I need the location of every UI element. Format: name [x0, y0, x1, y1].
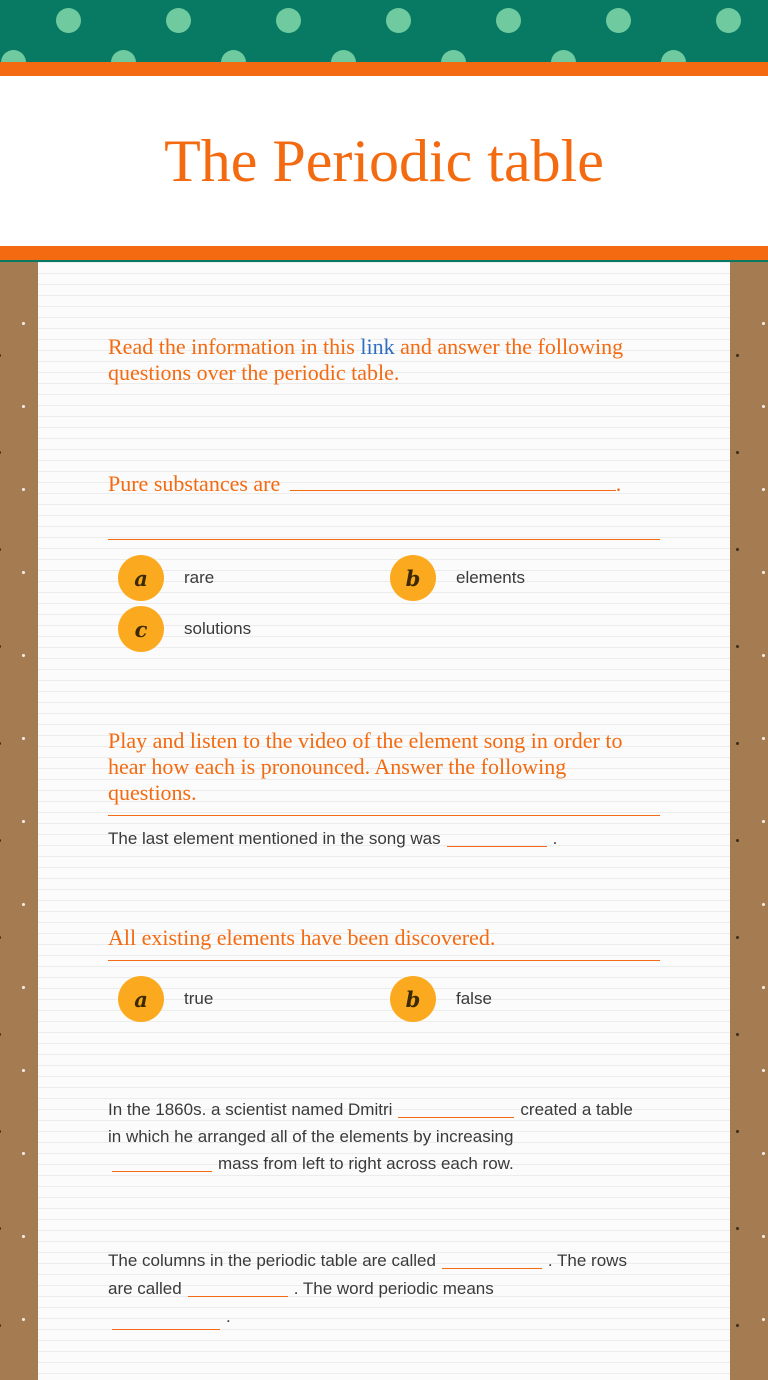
q1-option-a[interactable]: [118, 555, 214, 601]
q5-part2: . The rows are called: [108, 1251, 627, 1298]
decor-dot: [331, 50, 356, 62]
decor-dot: [496, 8, 521, 33]
q4-blank-name[interactable]: [398, 1103, 514, 1118]
question-4-text: [108, 1096, 648, 1177]
q4-part1: In the 1860s. a scientist named Dmitri: [108, 1100, 393, 1119]
intro-after: and answer the following questions over the periodic table.: [108, 334, 624, 385]
option-letter-badge[interactable]: a: [118, 976, 164, 1022]
q5-part1: The columns in the periodic table are called: [108, 1251, 436, 1270]
decor-dot: [221, 50, 246, 62]
q3-option-b[interactable]: [390, 976, 492, 1022]
decor-dot: [716, 8, 741, 33]
decor-dot: [661, 50, 686, 62]
q2-answer-blank[interactable]: [447, 832, 547, 847]
q5-part4: .: [226, 1307, 231, 1326]
decor-dot: [606, 8, 631, 33]
decor-dot: [551, 50, 576, 62]
q2-sentence-before: The last element mentioned in the song was: [108, 829, 441, 848]
decor-dot: [56, 8, 81, 33]
q1-option-c[interactable]: [118, 606, 251, 652]
q3-divider: [108, 960, 660, 961]
question-3-prompt: All existing elements have been discovered.: [108, 925, 496, 950]
option-letter-badge[interactable]: b: [390, 976, 436, 1022]
option-letter-badge[interactable]: a: [118, 555, 164, 601]
decor-dot: [111, 50, 136, 62]
decor-dot: [276, 8, 301, 33]
header-dot-band: [0, 0, 768, 62]
worksheet-paper: [38, 262, 730, 1380]
option-label: elements: [456, 568, 525, 587]
q2-divider: [108, 815, 660, 816]
q3-option-a[interactable]: [118, 976, 213, 1022]
title-area: [0, 76, 768, 246]
option-letter-badge[interactable]: b: [390, 555, 436, 601]
option-label: solutions: [184, 619, 252, 638]
decor-dot: [386, 8, 411, 33]
q1-option-b[interactable]: [390, 555, 525, 601]
q1-prompt-before: Pure substances are: [108, 471, 286, 496]
page-title: The Periodic table: [164, 127, 604, 194]
q5-blank-rows[interactable]: [188, 1282, 288, 1297]
option-label: true: [184, 989, 214, 1008]
q5-blank-periodic[interactable]: [112, 1315, 220, 1330]
decor-dot: [441, 50, 466, 62]
q4-part3: mass from left to right across each row.: [218, 1154, 514, 1173]
intro-link[interactable]: link: [360, 334, 395, 359]
decor-dot: [1, 50, 26, 62]
option-label: false: [456, 989, 492, 1008]
q2-sentence: [108, 825, 648, 852]
q1-divider: [108, 539, 660, 540]
intro-before: Read the information in this: [108, 334, 361, 359]
header-stripe-bottom: [0, 246, 768, 260]
header-stripe-top: [0, 62, 768, 76]
q5-part3: . The word periodic means: [293, 1279, 494, 1298]
q4-blank-mass[interactable]: [112, 1157, 212, 1172]
question-1-prompt: [108, 468, 660, 497]
option-label: rare: [184, 568, 215, 587]
q1-prompt-after: .: [615, 471, 622, 496]
q2-sentence-after: .: [552, 829, 558, 848]
intro-text: [108, 334, 660, 386]
q5-blank-columns[interactable]: [442, 1254, 542, 1269]
decor-dot: [166, 8, 191, 33]
question-5-text: [108, 1247, 648, 1331]
question-2-instruction: Play and listen to the video of the element song in order to hear how each is pronounced. Answer the following questions.: [108, 728, 623, 805]
q4-part2: created a table in which he arranged all of the elements by increasing: [108, 1100, 633, 1146]
option-letter-badge[interactable]: c: [118, 606, 164, 652]
q1-answer-blank[interactable]: [290, 468, 616, 491]
